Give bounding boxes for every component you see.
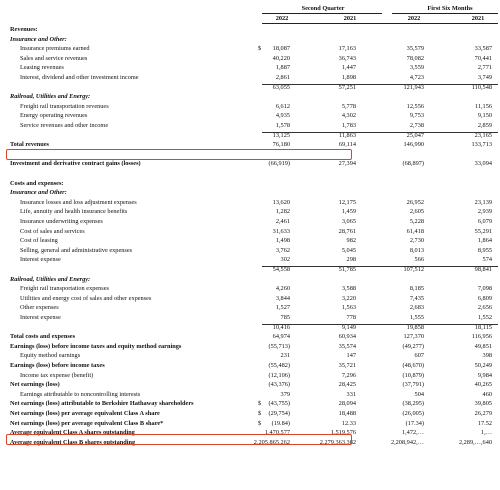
subtotal-rule	[262, 84, 498, 85]
cell-value: 2,656	[477, 304, 492, 312]
table-row	[0, 266, 500, 274]
cell-value: 5,778	[341, 102, 356, 110]
table-row	[0, 180, 500, 188]
cell-value: (48,670)	[402, 362, 424, 369]
table-row	[0, 199, 500, 207]
cell-value: 9,149	[341, 323, 356, 331]
cell-value: 379	[280, 390, 290, 398]
table-row	[0, 372, 500, 380]
cell-value: 27,394	[338, 160, 356, 168]
cell-value: 23,165	[474, 131, 492, 139]
cell-value: 26,279	[474, 410, 492, 417]
year-header-6m-2021: 2021	[471, 15, 485, 22]
cell-value: 778	[346, 314, 356, 321]
table-row	[0, 170, 500, 178]
table-row	[0, 160, 500, 168]
row-label: Net earnings (loss) per average equivalent Class B share*	[10, 419, 164, 427]
cell-value: (68,897)	[402, 160, 424, 168]
table-row	[0, 208, 500, 216]
row-label: Total costs and expenses	[10, 333, 76, 341]
row-label: Net earnings (loss) per average equivalent Class A share	[10, 410, 160, 417]
cell-value: 31,633	[272, 227, 290, 235]
row-label: Insurance and Other:	[10, 35, 67, 43]
cell-value: 1,783	[341, 122, 356, 129]
cell-value: 57,251	[338, 83, 356, 91]
cell-value: (49,277)	[402, 342, 424, 350]
table-row	[0, 381, 500, 389]
row-label: Earnings (loss) before income taxes	[10, 362, 105, 369]
table-row	[0, 45, 500, 53]
table-row	[0, 314, 500, 322]
cell-value: 3,559	[409, 64, 424, 72]
cell-value: 70,441	[474, 54, 492, 62]
cell-value: 3,749	[477, 74, 492, 81]
cell-value: 26,952	[406, 198, 424, 206]
cell-value: 12,556	[406, 102, 424, 110]
cell-value: 2,939	[477, 208, 492, 216]
table-row	[0, 36, 500, 44]
cell-value: (43,376)	[268, 381, 290, 389]
cell-value: 107,512	[403, 266, 424, 273]
cell-value: 9,984	[477, 371, 492, 379]
cell-value: 76,180	[272, 141, 290, 149]
cell-value: 1,498	[275, 237, 290, 245]
table-row	[0, 352, 500, 360]
cell-value: 231	[280, 352, 290, 360]
cell-value: 35,721	[338, 362, 356, 369]
row-label: Insurance and Other:	[10, 189, 67, 197]
table-row	[0, 362, 500, 370]
cell-value: 298	[346, 256, 356, 264]
cell-value: 12.33	[341, 419, 356, 427]
table-row	[0, 26, 500, 34]
cell-value: 9,753	[409, 112, 424, 120]
cell-value: 2,279,363,382	[319, 438, 356, 446]
cell-value: 49,851	[474, 342, 492, 350]
row-label: Service revenues and other income	[20, 122, 109, 129]
cell-value: 1,578	[275, 122, 290, 129]
cell-value: 4,302	[341, 112, 356, 120]
table-row	[0, 400, 500, 408]
cell-value: 1,519,576	[330, 429, 356, 437]
cell-value: 7,296	[341, 371, 356, 379]
cell-value: 1,459	[341, 208, 356, 216]
cell-value: 78,082	[406, 54, 424, 62]
year-header-6m-2022: 2022	[407, 15, 421, 22]
cell-value: 51,785	[338, 266, 356, 273]
cell-value: 1,898	[341, 74, 356, 81]
subtotal-rule	[262, 266, 498, 267]
cell-value: 61,418	[406, 227, 424, 235]
row-label: Income tax expense (benefit)	[20, 371, 94, 379]
row-label: Average equivalent Class B shares outstanding	[10, 438, 136, 446]
currency-symbol: $	[258, 400, 262, 408]
table-row	[0, 285, 500, 293]
table-row	[0, 343, 500, 351]
row-label: Costs and expenses:	[10, 179, 64, 187]
cell-value: 6,809	[477, 294, 492, 302]
table-row	[0, 189, 500, 197]
cell-value: 5,228	[409, 218, 424, 225]
table-row	[0, 276, 500, 284]
cell-value: 2,289,…,640	[458, 438, 492, 446]
year-header-q2-2021: 2021	[343, 15, 357, 22]
cell-value: 127,370	[403, 333, 424, 341]
row-label: Leasing revenues	[20, 64, 64, 72]
cell-value: 55,291	[474, 227, 492, 235]
cell-value: 607	[414, 352, 424, 360]
cell-value: 133,713	[471, 141, 492, 149]
table-row	[0, 93, 500, 101]
cell-value: 33,587	[474, 45, 492, 53]
table-row	[0, 256, 500, 264]
cell-value: (12,106)	[268, 371, 290, 379]
cell-value: 3,220	[341, 294, 356, 302]
cell-value: 19,858	[406, 323, 424, 331]
cell-value: 54,558	[272, 266, 290, 273]
cell-value: 35,574	[338, 342, 356, 350]
cell-value: 8,955	[477, 246, 492, 254]
cell-value: (37,791)	[402, 381, 424, 389]
row-label: Railroad, Utilities and Energy:	[10, 275, 91, 283]
cell-value: 8,185	[409, 285, 424, 293]
table-row	[0, 218, 500, 226]
cell-value: 1,552	[477, 314, 492, 321]
row-label: Energy operating revenues	[20, 112, 88, 120]
cell-value: 98,841	[474, 266, 492, 273]
table-row	[0, 324, 500, 332]
cell-value: (26,005)	[402, 410, 424, 417]
row-label: Utilities and energy cost of sales and other expenses	[20, 294, 152, 302]
table-row	[0, 55, 500, 63]
row-label: Net earnings (loss)	[10, 381, 60, 389]
cell-value: (43,755)	[268, 400, 290, 408]
table-row	[0, 247, 500, 255]
cell-value: (38,295)	[402, 400, 424, 408]
cell-value: 64,974	[272, 333, 290, 341]
cell-value: 1,282	[275, 208, 290, 216]
cell-value: 7,435	[409, 294, 424, 302]
table-row	[0, 84, 500, 92]
cell-value: 398	[482, 352, 492, 360]
cell-value: 6,612	[275, 102, 290, 110]
header-rule-first-six-months	[392, 13, 498, 14]
cell-value: 3,588	[341, 285, 356, 293]
cell-value: 40,220	[272, 54, 290, 62]
cell-value: 1,864	[477, 237, 492, 245]
cell-value: 11,156	[474, 102, 492, 110]
table-row	[0, 410, 500, 418]
cell-value: 460	[482, 390, 492, 398]
table-row	[0, 295, 500, 303]
cell-value: 4,935	[275, 112, 290, 120]
cell-value: 8,013	[409, 246, 424, 254]
cell-value: 2,771	[477, 64, 492, 72]
cell-value: 785	[280, 314, 290, 321]
cell-value: 121,943	[403, 83, 424, 91]
table-row	[0, 237, 500, 245]
row-label: Other expenses	[20, 304, 59, 312]
row-label: Net earnings (loss) attributable to Berkshire Hathaway shareholders	[10, 400, 194, 408]
table-row	[0, 420, 500, 428]
cell-value: (17.34)	[405, 419, 424, 427]
row-label: Freight rail transportation expenses	[20, 285, 110, 293]
subtotal-rule	[262, 324, 498, 325]
row-label: Insurance losses and loss adjustment expenses	[20, 198, 137, 206]
row-label: Investment and derivative contract gains (losses)	[10, 160, 141, 168]
cell-value: 50,249	[474, 362, 492, 369]
cell-value: (10,879)	[402, 371, 424, 379]
cell-value: 23,139	[474, 198, 492, 206]
cell-value: 35,579	[406, 45, 424, 53]
cell-value: 2,738	[409, 122, 424, 129]
cell-value: 147	[346, 352, 356, 360]
cell-value: 1,…	[480, 429, 492, 437]
row-label: Insurance underwriting expenses	[20, 218, 103, 225]
cell-value: 12,175	[338, 198, 356, 206]
table-row	[0, 304, 500, 312]
row-label: Cost of sales and services	[20, 227, 85, 235]
cell-value: 10,416	[272, 323, 290, 331]
cell-value: 33,094	[474, 160, 492, 168]
row-label: Railroad, Utilities and Energy:	[10, 93, 91, 101]
table-row	[0, 333, 500, 341]
cell-value: 4,723	[409, 74, 424, 81]
cell-value: 28,094	[338, 400, 356, 408]
cell-value: 3,844	[275, 294, 290, 302]
cell-value: (19.84)	[271, 419, 290, 427]
cell-value: 39,805	[474, 400, 492, 408]
row-label: Total revenues	[10, 141, 50, 149]
highlight-net-earnings-attributable	[6, 434, 352, 445]
cell-value: 110,548	[471, 83, 492, 91]
cell-value: 13,125	[272, 131, 290, 139]
cell-value: 504	[414, 390, 424, 398]
table-row	[0, 228, 500, 236]
currency-symbol: $	[258, 45, 262, 53]
row-label: Freight rail transportation revenues	[20, 102, 109, 110]
cell-value: 2,683	[409, 304, 424, 312]
cell-value: 331	[346, 390, 356, 398]
row-label: Interest expense	[20, 256, 61, 264]
cell-value: 18,115	[474, 323, 492, 331]
currency-symbol: $	[258, 419, 262, 427]
table-row	[0, 64, 500, 72]
row-label: Insurance premiums earned	[20, 45, 90, 53]
cell-value: 13,620	[272, 198, 290, 206]
cell-value: 17,163	[338, 45, 356, 53]
header-first-six-months: First Six Months	[427, 5, 473, 12]
row-label: Earnings attributable to noncontrolling interests	[20, 390, 141, 398]
cell-value: 28,425	[338, 381, 356, 389]
cell-value: (55,713)	[268, 342, 290, 350]
table-row	[0, 391, 500, 399]
row-label: Sales and service revenues	[20, 54, 88, 62]
cell-value: 63,055	[272, 83, 290, 91]
cell-value: 28,761	[338, 227, 356, 235]
cell-value: 36,743	[338, 54, 356, 62]
cell-value: 566	[414, 256, 424, 264]
cell-value: 3,065	[341, 218, 356, 225]
cell-value: 1,563	[341, 304, 356, 312]
cell-value: 2,730	[409, 237, 424, 245]
row-label: Equity method earnings	[20, 352, 81, 360]
cell-value: (66,919)	[268, 160, 290, 168]
row-label: Earnings (loss) before income taxes and equity method earnings	[10, 342, 182, 350]
table-row	[0, 132, 500, 140]
row-label: Interest expense	[20, 314, 61, 321]
currency-symbol: $	[258, 410, 262, 417]
year-header-q2-2022: 2022	[275, 15, 289, 22]
cell-value: 9,150	[477, 112, 492, 120]
cell-value: 17.52	[477, 419, 492, 427]
cell-value: 1,472,…	[401, 429, 424, 437]
table-row	[0, 112, 500, 120]
cell-value: 1,555	[409, 314, 424, 321]
cell-value: 1,470,577	[264, 429, 290, 437]
cell-value: 69,114	[338, 141, 356, 149]
row-label: Selling, general and administrative expenses	[20, 246, 133, 254]
year-rule	[262, 23, 498, 24]
row-label: Life, annuity and health insurance benefits	[20, 208, 128, 216]
cell-value: 4,260	[275, 285, 290, 293]
cell-value: 2,859	[477, 122, 492, 129]
cell-value: 25,047	[406, 131, 424, 139]
header-rule-second-quarter	[262, 13, 382, 14]
cell-value: 3,762	[275, 246, 290, 254]
cell-value: 5,045	[341, 246, 356, 254]
cell-value: 2,208,942,…	[390, 438, 424, 446]
cell-value: 18,087	[272, 45, 290, 53]
subtotal-rule	[262, 132, 498, 133]
header-second-quarter: Second Quarter	[301, 5, 345, 12]
cell-value: 2,861	[275, 74, 290, 81]
row-label: Average equivalent Class A shares outstanding	[10, 429, 135, 437]
cell-value: 1,887	[275, 64, 290, 72]
row-label: Revenues:	[10, 26, 38, 33]
cell-value: 116,956	[471, 333, 492, 341]
cell-value: 40,265	[474, 381, 492, 389]
table-row	[0, 74, 500, 82]
table-row	[0, 122, 500, 130]
row-label: Interest, dividend and other investment income	[20, 74, 139, 81]
cell-value: (29,754)	[268, 410, 290, 417]
table-row	[0, 103, 500, 111]
highlight-total-revenues	[6, 149, 352, 160]
cell-value: 2,461	[275, 218, 290, 225]
cell-value: (55,482)	[268, 362, 290, 369]
cell-value: 11,863	[338, 131, 356, 139]
cell-value: 574	[482, 256, 492, 264]
cell-value: 2,205,865,262	[253, 438, 290, 446]
cell-value: 6,079	[477, 218, 492, 225]
cell-value: 302	[280, 256, 290, 264]
cell-value: 7,098	[477, 285, 492, 293]
cell-value: 60,934	[338, 333, 356, 341]
cell-value: 1,447	[341, 64, 356, 72]
cell-value: 18,488	[338, 410, 356, 417]
cell-value: 2,605	[409, 208, 424, 216]
cell-value: 982	[346, 237, 356, 245]
cell-value: 1,527	[275, 304, 290, 312]
cell-value: 146,990	[403, 141, 424, 149]
row-label: Cost of leasing	[20, 237, 58, 245]
